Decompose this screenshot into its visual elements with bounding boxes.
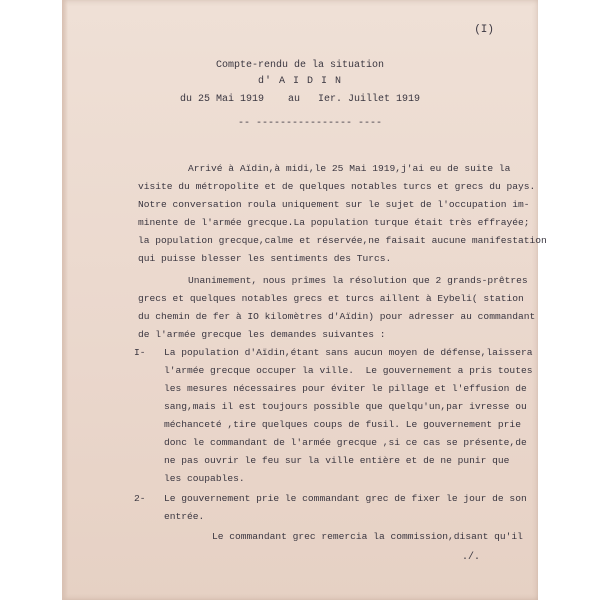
para1-line-6: qui puisse blesser les sentiments des Turcs. <box>138 253 392 264</box>
item2-number: 2- <box>134 493 146 504</box>
para2-line-4: de l'armée grecque les demandes suivantes : <box>138 329 386 340</box>
para1-line-2: visite du métropolite et de quelques notables turcs et grecs du pays. <box>138 181 536 192</box>
title-line-2: d' A I D I N <box>257 76 342 87</box>
page-number: (I) <box>474 24 494 36</box>
item2-line-2: entrée. <box>164 511 205 522</box>
item1-line-8: les coupables. <box>164 473 245 484</box>
para1-line-1: Arrivé à Aïdin,à midi,le 25 Mai 1919,j'ai eu de suite la <box>188 163 511 174</box>
item1-line-6: donc le commandant de l'armée grecque ,si ce cas se présente,de <box>164 437 527 448</box>
para1-line-5: la population grecque,calme et réservée,ne faisait aucune manifestation <box>138 235 547 246</box>
para3-line-1: Le commandant grec remercia la commission,disant qu'il <box>212 531 523 542</box>
item2-line-1: Le gouvernement prie le commandant grec de fixer le jour de son <box>164 493 527 504</box>
para1-line-4: minente de l'armée grecque.La population turque était très effrayée; <box>138 217 530 228</box>
document-page <box>62 0 547 600</box>
continuation-mark: ./. <box>461 552 480 563</box>
item1-line-7: ne pas ouvrir le feu sur la ville entière et de ne punir que <box>164 455 510 466</box>
para2-line-3: du chemin de fer à IO kilomètres d'Aïdin) pour adresser au commandant <box>138 311 536 322</box>
item1-line-2: l'armée grecque occuper la ville. Le gouvernement a pris toutes <box>164 365 533 376</box>
item1-line-5: méchanceté ,tire quelques coups de fusil. Le gouvernement prie <box>164 419 521 430</box>
item1-line-4: sang,mais il est toujours possible que quelqu'un,par ivresse ou <box>164 401 527 412</box>
para2-line-2: grecs et quelques notables grecs et turcs aillent à Eybeli( station <box>138 293 524 304</box>
item1-line-3: les mesures nécessaires pour éviter le pillage et l'effusion de <box>164 383 527 394</box>
title-rule: -- ---------------- ---- <box>238 118 383 129</box>
para1-line-3: Notre conversation roula uniquement sur le sujet de l'occupation im- <box>138 199 530 210</box>
title-line-3: du 25 Mai 1919 au Ier. Juillet 1919 <box>179 94 421 105</box>
item1-number: I- <box>134 347 146 358</box>
item1-line-1: La population d'Aïdin,étant sans aucun moyen de défense,laissera <box>164 347 533 358</box>
para2-line-1: Unanimement, nous prîmes la résolution que 2 grands-prêtres <box>188 275 528 286</box>
title-line-1: Compte-rendu de la situation <box>215 60 385 71</box>
